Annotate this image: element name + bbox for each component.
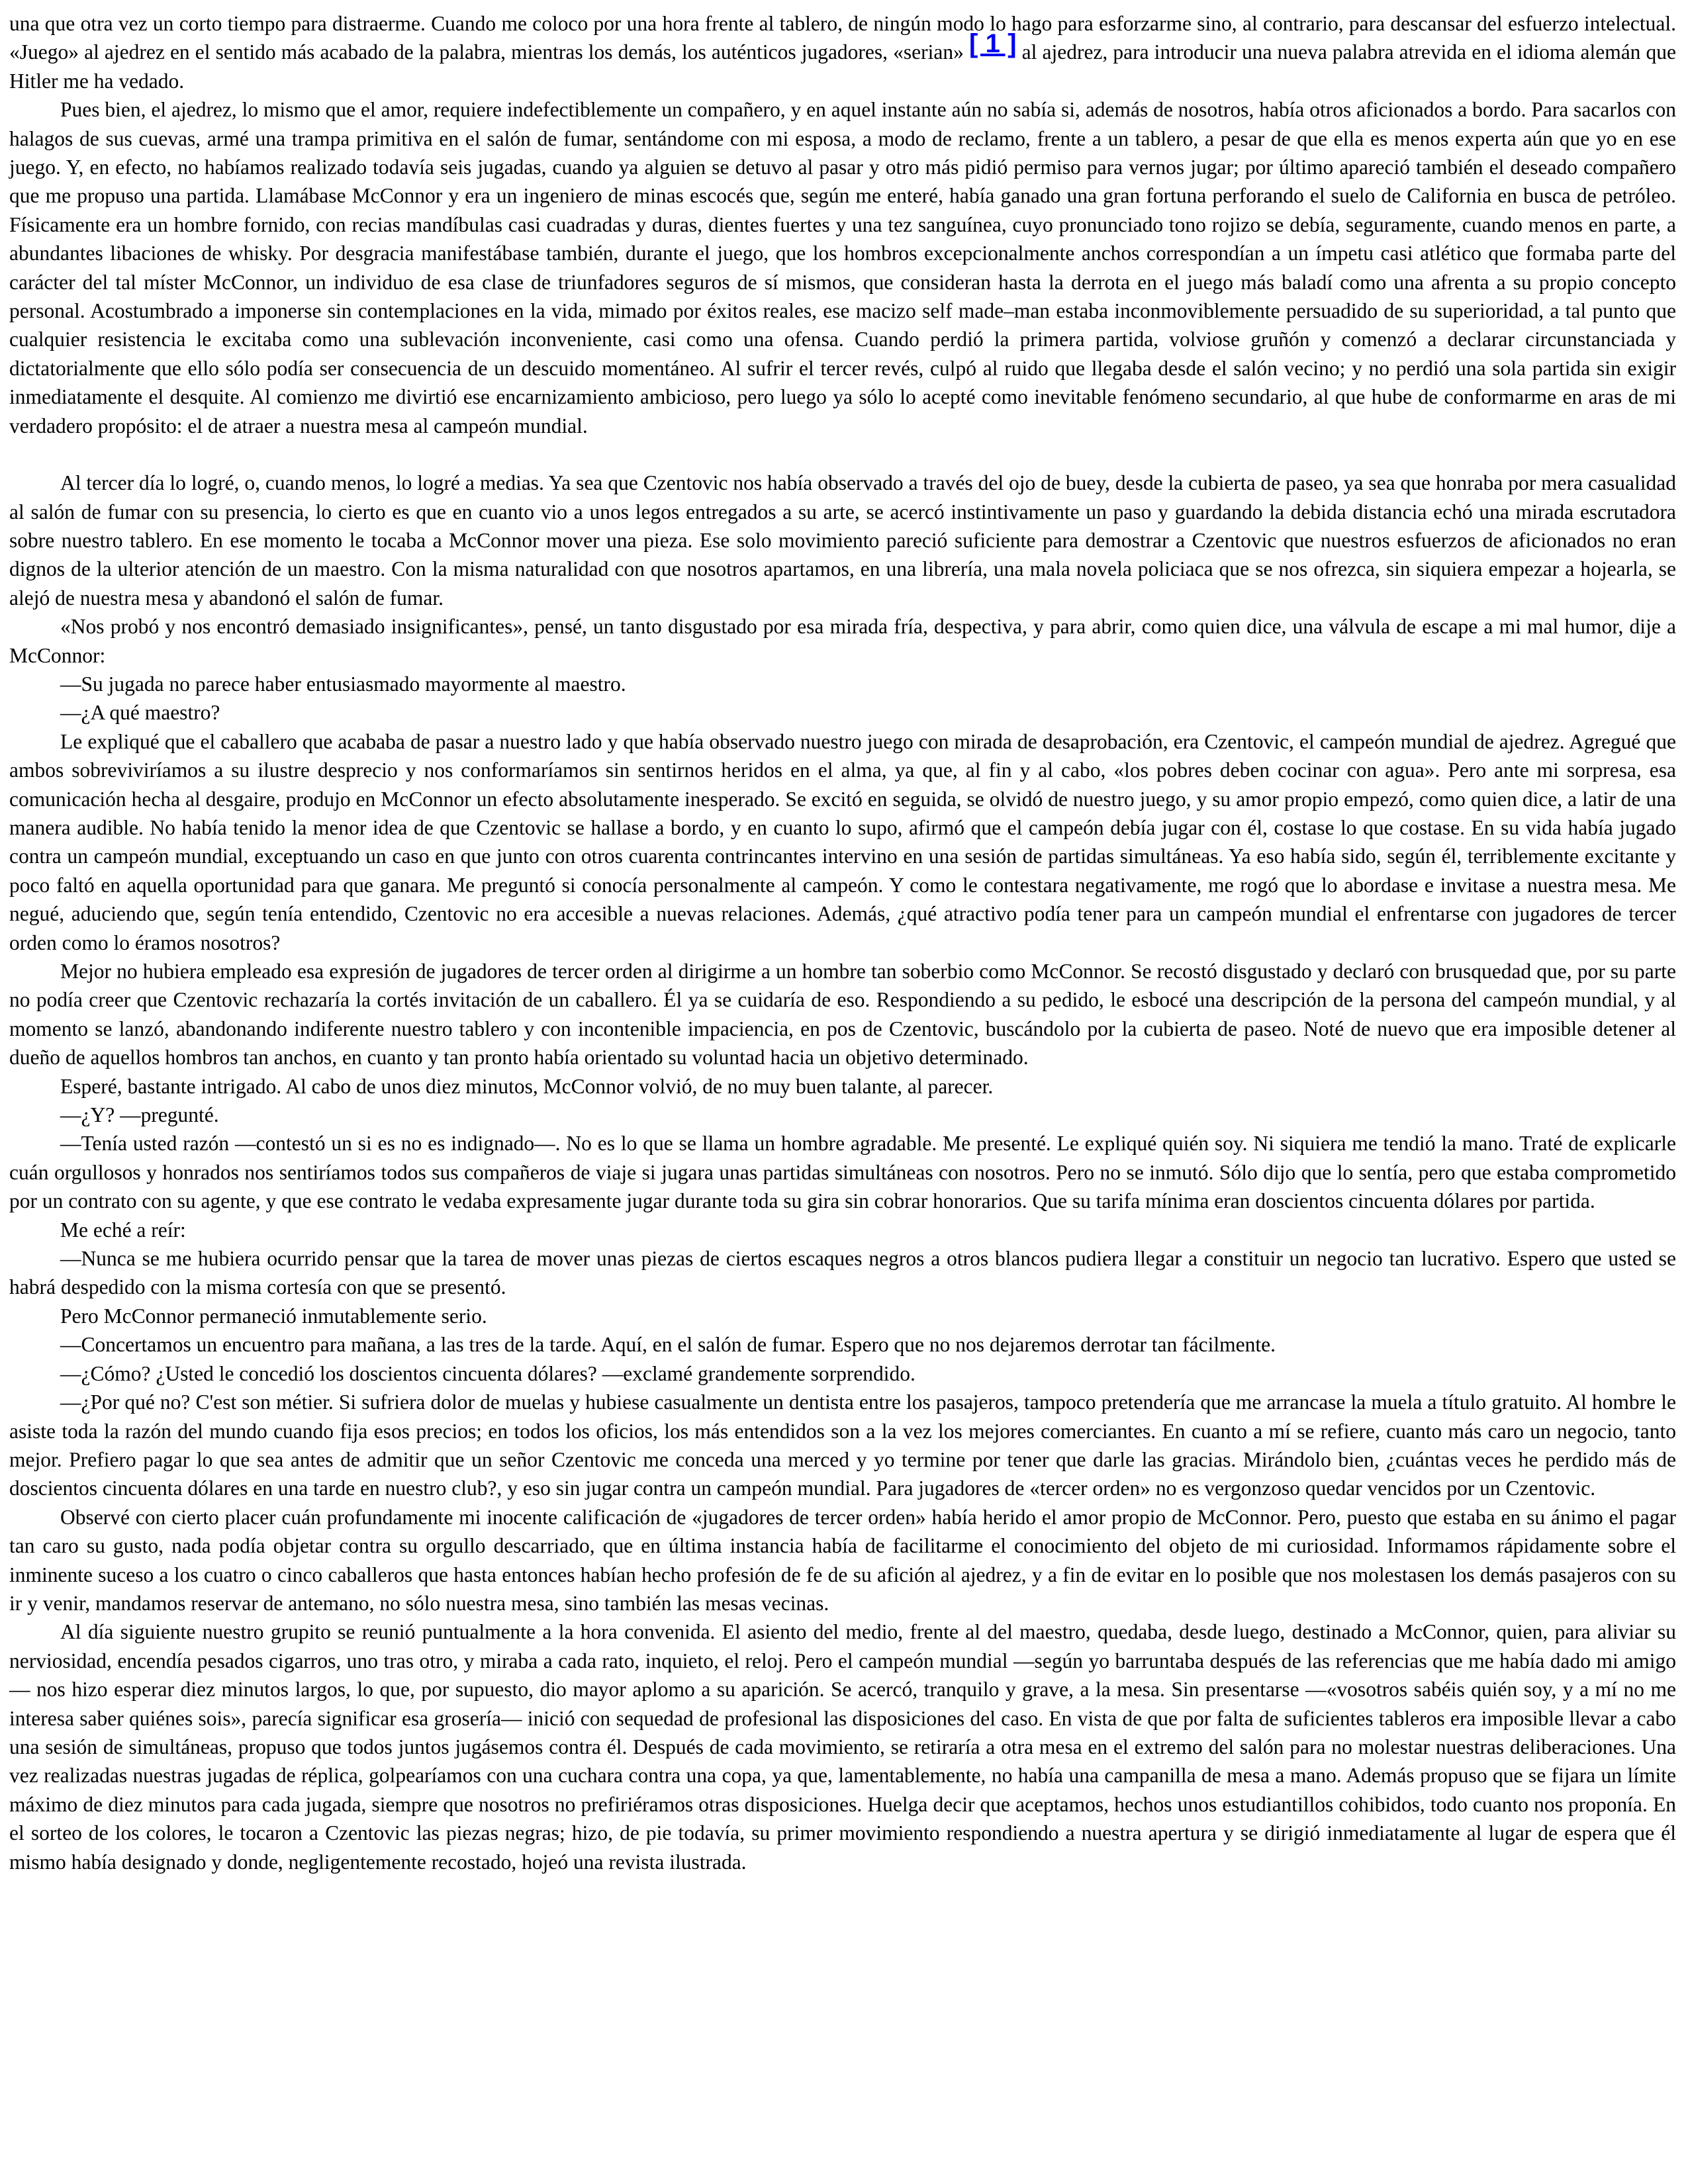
paragraph: Al tercer día lo logré, o, cuando menos, lo logré a medias. Ya sea que Czentovic nos había observado a través del ojo de buey, desde la cubierta de paseo, ya sea que honraba por mera casualidad al salón de fumar con su presencia, lo cierto es que en cuanto vio a unos legos entregados a su arte, se acercó instintivamente un paso y guardando la debida distancia echó una mirada escrutadora sobre nuestro tablero. En ese momento le tocaba a McConnor mover una pieza. Ese solo movimiento pareció suficiente para demostrar a Czentovic que nuestros esfuerzos de aficionados no eran dignos de la ulterior atención de un maestro. Con la misma naturalidad con que nosotros apartamos, en una librería, una mala novela policiaca que se nos ofrezca, sin siquiera empezar a hojearla, se alejó de nuestra mesa y abandonó el salón de fumar. xyxy=(9,471,1676,610)
paragraph: «Nos probó y nos encontró demasiado insignificantes», pensé, un tanto disgustado por esa mirada fría, despectiva, y para abrir, como quien dice, una válvula de escape a mi mal humor, dije a McConnor: xyxy=(9,615,1676,667)
paragraph: Mejor no hubiera empleado esa expresión de jugadores de tercer orden al dirigirme a un hombre tan soberbio como McConnor. Se recostó disgustado y declaró con brusquedad que, por su parte no podía creer que Czentovic rechazaría la cortés invitación de un caballero. Él ya se cuidaría de eso. Respondiendo a su pedido, le esbocé una descripción de la persona del campeón mundial, y al momento se lanzó, abandonando indiferente nuestro tablero y con incontenible impaciencia, en pos de Czentovic, buscándolo por la cubierta de paseo. Noté de nuevo que era imposible detener al dueño de aquellos hombros tan anchos, en cuanto y tan pronto había orientado su voluntad hacia un objetivo determinado. xyxy=(9,960,1676,1069)
paragraph-gap xyxy=(9,440,1676,469)
paragraph: Pero McConnor permaneció inmutablemente serio. xyxy=(60,1304,487,1328)
dialogue-line: —Concertamos un encuentro para mañana, a las tres de la tarde. Aquí, en el salón de fumar. Espero que no nos dejaremos derrotar tan fácilmente. xyxy=(60,1333,1276,1357)
paragraph: Al día siguiente nuestro grupito se reunió puntualmente a la hora convenida. El asiento del medio, frente al del maestro, quedaba, desde luego, destinado a McConnor, quien, para aliviar su nerviosidad, encendía pesados cigarros, uno tras otro, y miraba a cada rato, inquieto, el reloj. Pero el campeón mundial —según yo barruntaba después de las referencias que me había dado mi amigo— nos hizo esperar diez minutos largos, lo que, por supuesto, dio mayor aplomo a su aparición. Se acercó, tranquilo y grave, a la mesa. Sin presentarse —«vosotros sabéis quién soy, y a mí no me interesa saber quiénes sois», parecía significar esa grosería— inició con sequedad de profesional las disposiciones del caso. En vista de que por falta de suficientes tableros era imposible llevar a cabo una sesión de simultáneas, propuso que todos juntos jugásemos contra él. Después de cada movimiento, se retiraría a otra mesa en el extremo del salón para no molestar nuestras deliberaciones. Una vez realizadas nuestras jugadas de réplica, golpearíamos con una cuchara contra una copa, ya que, lamentablemente, no había una campanilla de mesa a mano. Además propuso que se fijara un límite máximo de diez minutos para cada jugada, siempre que nosotros no prefiriéramos otras disposiciones. Huelga decir que aceptamos, hechos unos estudiantillos cohibidos, todo cuanto nos proponía. En el sorteo de los colores, le tocaron a Czentovic las piezas negras; hizo, de pie todavía, su primer movimiento respondiendo a nuestra apertura y se dirigió inmediatamente al lugar de espera que él mismo había designado y donde, negligentemente recostado, hojeó una revista ilustrada. xyxy=(9,1620,1676,1874)
dialogue-line: —Nunca se me hubiera ocurrido pensar que la tarea de mover unas piezas de ciertos escaques negros a otros blancos pudiera llegar a constituir un negocio tan lucrativo. Espero que usted se habrá despedido con la misma cortesía con que se presentó. xyxy=(9,1247,1676,1299)
dialogue-line: —¿Y? —pregunté. xyxy=(60,1103,219,1127)
paragraph: Le expliqué que el caballero que acababa de pasar a nuestro lado y que había observado nuestro juego con mirada de desaprobación, era Czentovic, el campeón mundial de ajedrez. Agregué que ambos sobreviviríamos a su ilustre desprecio y nos conformaríamos sin sentirnos heridos en el alma, ya que, al fin y al cabo, «los pobres deben cocinar con agua». Pero ante mi sorpresa, esa comunicación hecha al desgaire, produjo en McConnor un efecto absolutamente inesperado. Se excitó en seguida, se olvidó de nuestro juego, y su amor propio empezó, como quien dice, a latir de una manera audible. No había tenido la menor idea de que Czentovic se hallase a bordo, y en cuanto lo supo, afirmó que el campeón debía jugar con él, costase lo que costase. En su vida había jugado contra un campeón mundial, exceptuando un caso en que junto con otros cuarenta contrincantes intervino en una sesión de partidas simultáneas. Ya eso había sido, según él, terriblemente excitante y poco faltó en aquella oportunidad para que ganara. Me preguntó si conocía personalmente al campeón. Y como le contestara negativamente, me rogó que lo abordase e invitase a nuestra mesa. Me negué, aduciendo que, según tenía entendido, Czentovic no era accesible a nuevas relaciones. Además, ¿qué atractivo podía tener para un campeón mundial el enfrentarse con jugadores de tercer orden como lo éramos nosotros? xyxy=(9,729,1676,954)
paragraph: Esperé, bastante intrigado. Al cabo de unos diez minutos, McConnor volvió, de no muy buen talante, al parecer. xyxy=(60,1074,994,1098)
document-page xyxy=(9,9,1676,1876)
dialogue-line: —Tenía usted razón —contestó un si es no es indignado—. No es lo que se llama un hombre agradable. Me presenté. Le expliqué quién soy. Ni siquiera me tendió la mano. Traté de explicarle cuán orgullosos y honrados nos sentiríamos todos sus compañeros de viaje si jugara unas partidas simultáneas con nosotros. Pero no se inmutó. Sólo dijo que lo sentía, pero que estaba comprometido por un contrato con su agente, y que ese contrato le vedaba expresamente jugar durante toda su gira sin cobrar honorarios. Que su tarifa mínima eran doscientos cincuenta dólares por partida. xyxy=(9,1132,1676,1213)
paragraph: Me eché a reír: xyxy=(60,1218,186,1242)
paragraph xyxy=(9,9,1676,95)
paragraph: Observé con cierto placer cuán profundamente mi inocente calificación de «jugadores de tercer orden» había herido el amor propio de McConnor. Pero, puesto que estaba en su ánimo el pagar tan caro su gusto, nada podía objetar contra su orgullo descarriado, que en última instancia había de facilitarme el conocimiento del objeto de mi curiosidad. Informamos rápidamente sobre el inminente suceso a los cuatro o cinco caballeros que hasta entonces habían hecho profesión de fe de su afición al ajedrez, y a fin de evitar en lo posible que nos molestasen los demás pasajeros con su ir y venir, mandamos reservar de antemano, no sólo nuestra mesa, sino también las mesas vecinas. xyxy=(9,1505,1676,1615)
dialogue-line: —Su jugada no parece haber entusiasmado mayormente al maestro. xyxy=(60,672,626,696)
dialogue-line: —¿Por qué no? C'est son métier. Si sufriera dolor de muelas y hubiese casualmente un dentista entre los pasajeros, tampoco pretendería que me arrancase la muela a título gratuito. Al hombre le asiste toda la razón del mundo cuando fija esos precios; en todos los oficios, los más entendidos son a la vez los mejores comerciantes. En cuanto a mí se refiere, cuanto más caro un negocio, tanto mejor. Prefiero pagar lo que sea antes de admitir que un señor Czentovic me conceda una merced y yo termine por tener que darle las gracias. Mirándolo bien, ¿cuántas veces he perdido más de doscientos cincuenta dólares en una tarde en nuestro club?, y eso sin jugar contra un campeón mundial. Para jugadores de «tercer orden» no es vergonzoso quedar vencidos por un Czentovic. xyxy=(9,1390,1676,1500)
dialogue-line: —¿Cómo? ¿Usted le concedió los doscientos cincuenta dólares? —exclamé grandemente sorprendido. xyxy=(60,1361,915,1385)
footnote-link[interactable]: [ 1 ] xyxy=(968,29,1017,59)
paragraph: Pues bien, el ajedrez, lo mismo que el amor, requiere indefectiblemente un compañero, y en aquel instante aún no sabía si, además de nosotros, había otros aficionados a bordo. Para sacarlos con halagos de sus cuevas, armé una trampa primitiva en el salón de fumar, sentándome con mi esposa, a modo de reclamo, frente a un tablero, a pesar de que ella es menos experta aún que yo en ese juego. Y, en efecto, no habíamos realizado todavía seis jugadas, cuando ya alguien se detuvo al pasar y otro más pidió permiso para vernos jugar; por último apareció también el deseado compañero que me propuso una partida. Llamábase McConnor y era un ingeniero de minas escocés que, según me enteré, había ganado una gran fortuna perforando el suelo de California en busca de petróleo. Físicamente era un hombre fornido, con recias mandíbulas casi cuadradas y duras, dientes fuertes y una tez sanguínea, cuyo pronunciado tono rojizo se debía, seguramente, cuando menos en parte, a abundantes libaciones de whisky. Por desgracia manifestábase también, durante el juego, que los hombros excepcionalmente anchos correspondían a un ímpetu casi atlético que formaba parte del carácter del tal míster McConnor, un individuo de esa clase de triunfadores seguros de sí mismos, que consideran hasta la derrota en el juego más baladí como una afrenta a su propio concepto personal. Acostumbrado a imponerse sin contemplaciones en la vida, mimado por éxitos reales, ese macizo self made–man estaba inconmoviblemente persuadido de su superioridad, a tal punto que cualquier resistencia le excitaba como una sublevación inconveniente, casi como una ofensa. Cuando perdió la primera partida, volviose gruñón y comenzó a declarar circunstanciada y dictatorialmente que ello sólo podía ser consecuencia de un descuido momentáneo. Al sufrir el tercer revés, culpó al ruido que llegaba desde el salón vecino; y no perdió una sola partida sin exigir inmediatamente el desquite. Al comienzo me divirtió ese encarnizamiento ambicioso, pero luego ya sólo lo acepté como inevitable fenómeno secundario, al que hube de conformarme en aras de mi verdadero propósito: el de atraer a nuestra mesa al campeón mundial. xyxy=(9,98,1676,437)
paragraph-text: una que otra vez un corto tiempo para distraerme. Cuando me coloco por una hora frente al tablero, de ningún modo lo hago para esforzarme sino, al contrario, para descansar del esfuerzo intelectual. «Juego» al ajedrez en el sentido más acabado de la palabra, mientras los demás, los auténticos jugadores, «serian» xyxy=(9,12,1676,64)
paragraph-text: al ajedrez, para introducir una nueva palabra atrevida en el idioma alemán que Hitler me ha vedado. xyxy=(9,40,1677,93)
dialogue-line: —¿A qué maestro? xyxy=(60,701,220,725)
